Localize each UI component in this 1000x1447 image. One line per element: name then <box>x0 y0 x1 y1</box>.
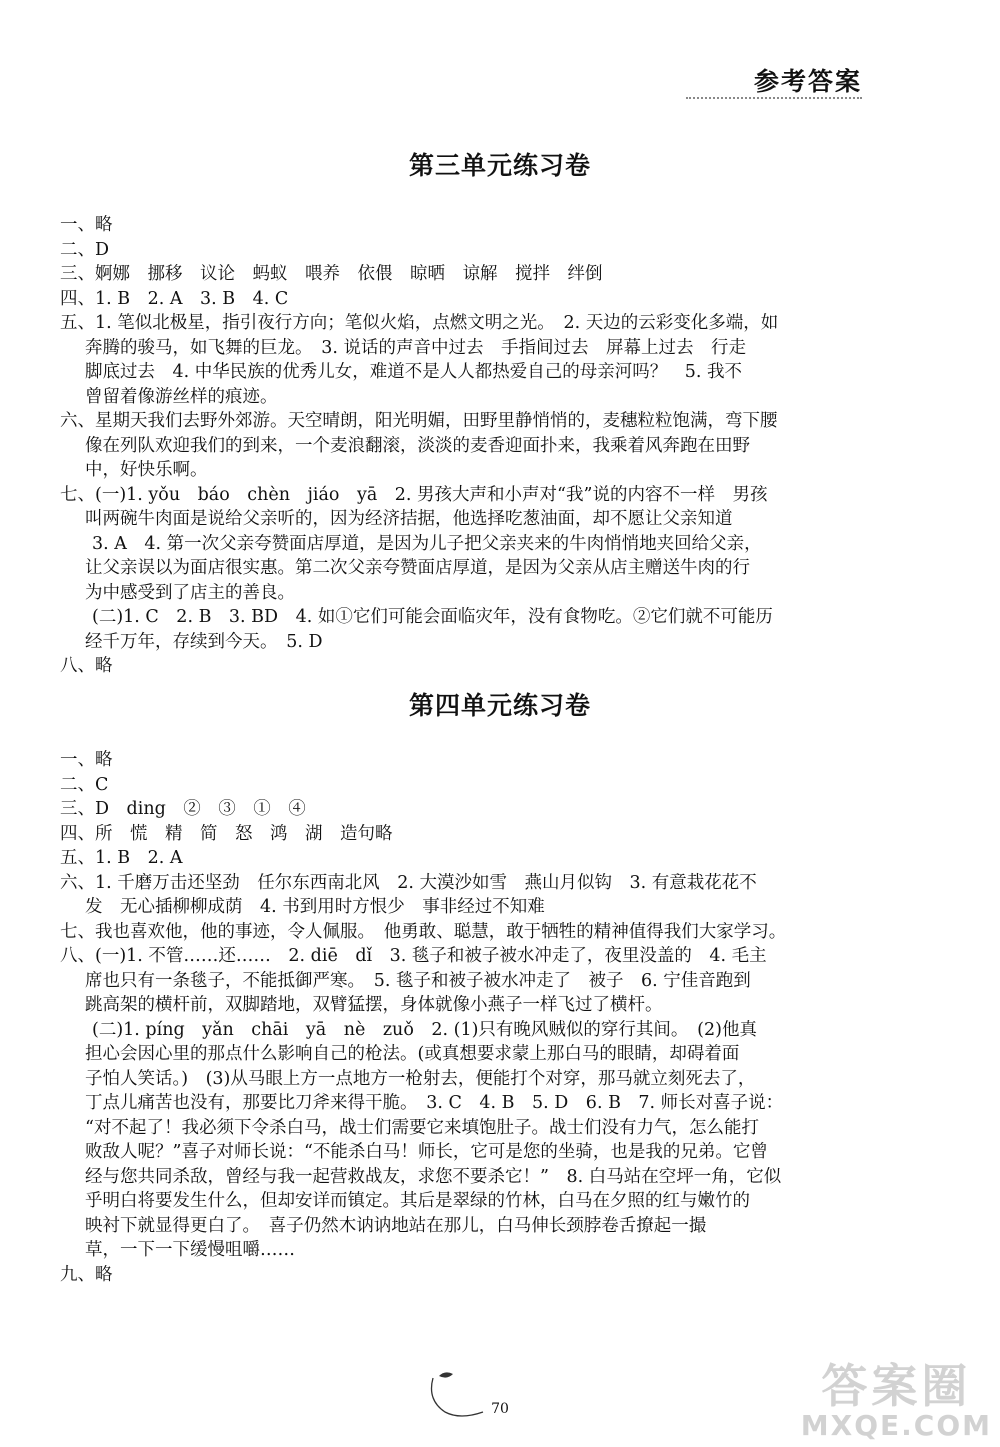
unit4-title: 第四单元练习卷 <box>408 691 591 720</box>
answer-line: 四、所 慌 精 简 怒 鸿 湖 造句略 <box>60 823 393 844</box>
watermark-url: MXQE.COM <box>800 1409 992 1442</box>
answer-line: 叫两碗牛肉面是说给父亲听的，因为经济拮据，他选择吃葱油面，却不愿让父亲知道 <box>85 509 733 529</box>
page-header-title: 参考答案 <box>753 67 862 96</box>
answer-line: 经千万年，存续到今天。 5. D <box>85 631 323 652</box>
answer-line: 中，好快乐啊。 <box>85 460 208 480</box>
answer-line: 一、略 <box>60 215 113 235</box>
answer-line: 八、(一)1. 不管……还…… 2. diē dǐ 3. 毯子和被子被水冲走了，夜里没盖的 4. 毛主 <box>60 946 767 966</box>
answer-line: 七、(一)1. yǒu báo chèn jiáo yā 2. 男孩大声和小声对“我”说的内容不一样 男孩 <box>60 484 768 505</box>
answer-line: 六、1. 千磨万击还坚劲 任尔东西南北风 2. 大漠沙如雪 燕山月似钩 3. 有意栽花花不 <box>60 872 757 893</box>
page-number: 70 <box>491 1401 509 1417</box>
answer-line: 败敌人呢？”喜子对师长说：“不能杀白马！师长，它可是您的坐骑，也是我的兄弟。它曾 <box>85 1142 768 1162</box>
answer-line: 经与您共同杀敌，曾经与我一起营救战友，求您不要杀它！” 8. 白马站在空坪一角，它似 <box>85 1166 782 1187</box>
answer-line: 八、略 <box>60 656 113 676</box>
answer-line: 为中感受到了店主的善良。 <box>85 582 295 603</box>
answer-line: 丁点儿痛苦也没有，那要比刀斧来得干脆。 3. C 4. B 5. D 6. B 7. 师长对喜子说： <box>85 1093 784 1113</box>
answer-line: 九、略 <box>60 1264 113 1285</box>
answer-line: 奔腾的骏马，如飞舞的巨龙。 3. 说话的声音中过去 手指间过去 屏幕上过去 行走 <box>85 337 747 358</box>
answer-line: 乎明白将要发生什么，但却安详而镇定。其后是翠绿的竹林，白马在夕照的红与嫩竹的 <box>85 1191 750 1211</box>
unit4-answers <box>60 748 868 1287</box>
answer-line: 担心会因心里的那点什么影响自己的枪法。(或真想要求蒙上那白马的眼睛，却碍着面 <box>85 1044 740 1064</box>
answer-line: 四、1. B 2. A 3. B 4. C <box>60 288 289 309</box>
answer-line: 发 无心插柳柳成荫 4. 书到用时方恨少 事非经过不知难 <box>85 897 545 917</box>
answer-line: 五、1. B 2. A <box>60 848 183 868</box>
watermark <box>801 1361 992 1441</box>
answer-line: 草，一下一下缓慢咀嚼…… <box>85 1240 295 1260</box>
answer-line: 三、D ding ② ③ ① ④ <box>60 799 306 819</box>
answer-line: 让父亲误以为面店很实惠。第二次父亲夸赞面店厚道，是因为父亲从店主赠送牛肉的行 <box>85 558 750 578</box>
answer-line: 七、我也喜欢他，他的事迹，令人佩服。 他勇敢、聪慧，敢于牺牲的精神值得我们大家学习。 <box>60 921 787 942</box>
answer-line: (二)1. C 2. B 3. BD 4. 如①它们可能会面临灾年，没有食物吃。②它们就不可能历 <box>92 607 773 627</box>
answer-line: 映衬下就显得更白了。 喜子仍然木讷讷地站在那儿，白马伸长颈脖卷舌撩起一撮 <box>85 1215 707 1236</box>
answer-line: “对不起了！我必须下令杀白马，战士们需要它来填饱肚子。战士们没有力气，怎么能打 <box>85 1117 759 1138</box>
header-rule <box>686 97 862 99</box>
answer-line: 三、婀娜 挪移 议论 蚂蚁 喂养 依偎 晾晒 谅解 搅拌 绊倒 <box>60 264 603 284</box>
answer-line: (二)1. píng yǎn chāi yā nè zuǒ 2. (1)只有晚风贼似的穿行其间。 (2)他真 <box>92 1019 757 1040</box>
answer-line: 3. A 4. 第一次父亲夸赞面店厚道，是因为儿子把父亲夹来的牛肉悄悄地夹回给父亲， <box>92 533 762 554</box>
answer-line: 曾留着像游丝样的痕迹。 <box>85 386 278 407</box>
answer-line: 六、星期天我们去野外郊游。天空晴朗，阳光明媚，田野里静悄悄的，麦穗粒粒饱满，弯下腰 <box>60 411 778 431</box>
answer-line: 跳高架的横杆前，双脚踏地，双臂猛摆，身体就像小燕子一样飞过了横杆。 <box>85 995 663 1015</box>
answer-line: 子怕人笑话。) (3)从马眼上方一点地方一枪射去，便能打个对穿，那马就立刻死去了， <box>85 1068 756 1089</box>
answer-line: 二、D <box>60 239 110 260</box>
answer-line: 席也只有一条毯子，不能抵御严寒。 5. 毯子和被子被水冲走了 被子 6. 宁佳音跑到 <box>85 970 751 991</box>
answer-line: 一、略 <box>60 750 113 770</box>
answer-line: 像在列队欢迎我们的到来，一个麦浪翻滚，淡淡的麦香迎面扑来，我乘着风奔跑在田野 <box>85 435 750 456</box>
answer-line: 脚底过去 4. 中华民族的优秀儿女，难道不是人人都热爱自己的母亲河吗？ 5. 我不 <box>85 362 743 382</box>
unit3-title: 第三单元练习卷 <box>408 151 591 180</box>
answer-line: 二、C <box>60 774 109 795</box>
answer-line: 五、1. 笔似北极星，指引夜行方向；笔似火焰，点燃文明之光。 2. 天边的云彩变化多端，如 <box>60 313 779 333</box>
watermark-logo: 答案圈 <box>821 1359 972 1413</box>
unit3-answers <box>60 213 868 679</box>
